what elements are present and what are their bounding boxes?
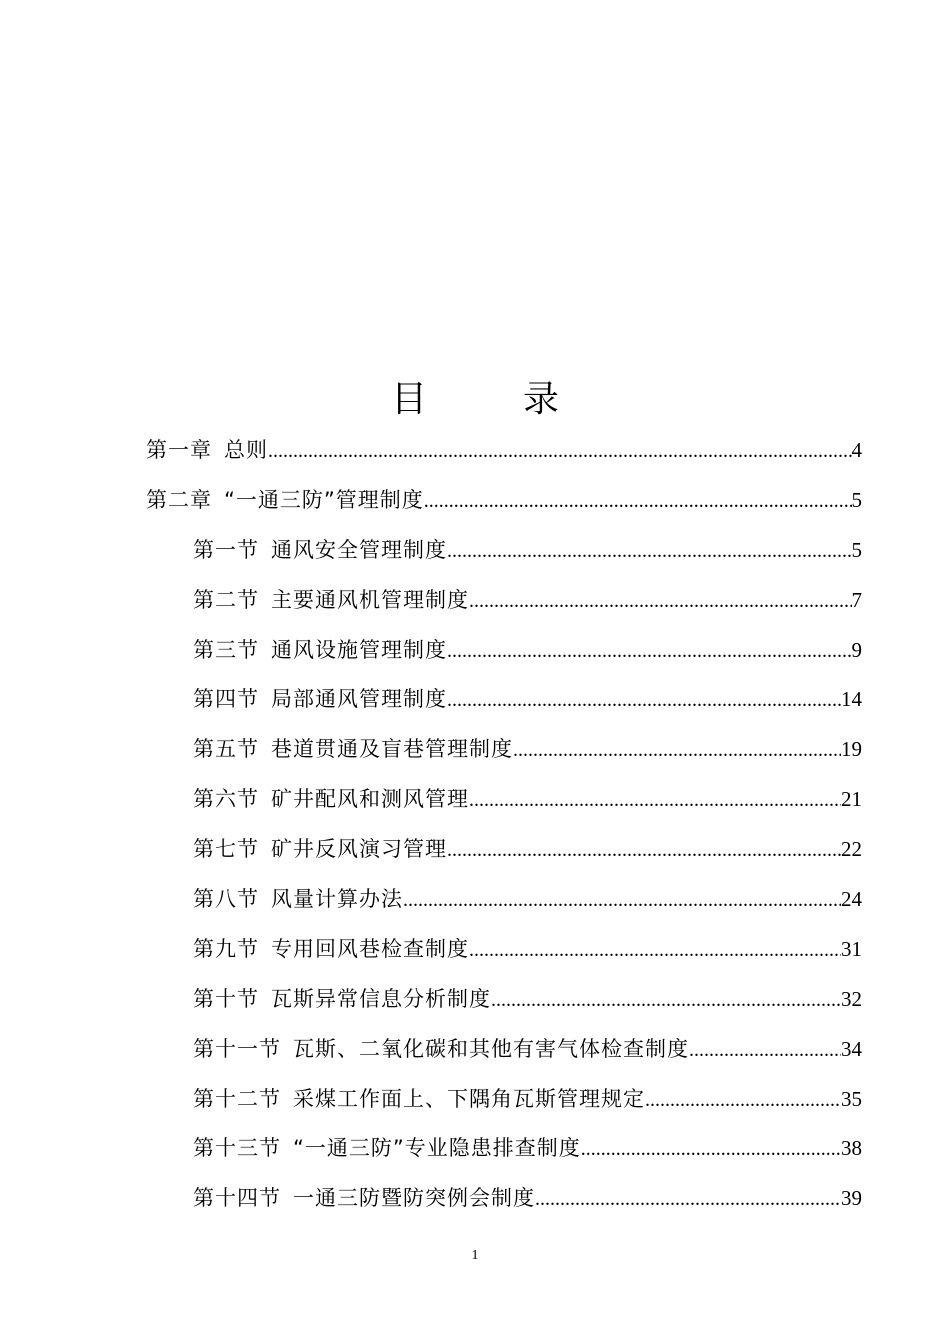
toc-entry-page: 24	[841, 887, 862, 911]
toc-entry[interactable]	[193, 585, 862, 615]
toc-entry[interactable]	[193, 1183, 862, 1213]
toc-entry-label: 第七节	[193, 837, 259, 861]
toc-dot-leader	[513, 735, 841, 765]
toc-entry-label: 第十四节	[193, 1186, 281, 1210]
toc-dot-leader	[469, 935, 841, 965]
toc-entry-label: 第一节	[193, 538, 259, 562]
toc-entry-page: 7	[851, 588, 862, 612]
toc-dot-leader	[447, 835, 841, 865]
toc-entry[interactable]	[193, 1133, 862, 1163]
toc-dot-leader	[645, 1085, 841, 1115]
toc-entry-page: 39	[841, 1186, 862, 1210]
toc-entry-label: 第十一节	[193, 1037, 281, 1061]
toc-entry[interactable]	[193, 1034, 862, 1064]
toc-dot-leader	[491, 985, 841, 1015]
toc-entry-title: 专用回风巷检查制度	[271, 937, 469, 961]
toc-entry-label: 第十二节	[193, 1087, 281, 1111]
toc-entry[interactable]	[193, 934, 862, 964]
toc-entry-page: 14	[841, 687, 862, 711]
toc-dot-leader	[689, 1035, 841, 1065]
toc-entry-page: 19	[841, 737, 862, 761]
toc-entry-title: 一通三防暨防突例会制度	[293, 1186, 535, 1210]
toc-entry-label: 第十三节	[193, 1136, 281, 1160]
toc-entry-page: 31	[841, 937, 862, 961]
toc-entry-label: 第二节	[193, 588, 259, 612]
page-title: 目录	[390, 379, 655, 420]
toc-entry[interactable]	[193, 1084, 862, 1114]
toc-entry-label: 第六节	[193, 787, 259, 811]
toc-entry[interactable]	[193, 834, 862, 864]
toc-entry-page: 4	[851, 438, 862, 462]
toc-entry-title: 矿井反风演习管理	[271, 837, 447, 861]
toc-entry-title: 局部通风管理制度	[271, 687, 447, 711]
toc-entry-label: 第八节	[193, 887, 259, 911]
toc-entry-title: 总则	[224, 438, 268, 462]
toc-entry-page: 9	[851, 638, 862, 662]
toc-dot-leader	[581, 1134, 841, 1164]
toc-entry-title: 通风安全管理制度	[271, 538, 447, 562]
toc-entry[interactable]	[193, 734, 862, 764]
toc-entry-title: “一通三防”管理制度	[224, 488, 424, 512]
toc-entry-title: 巷道贯通及盲巷管理制度	[271, 737, 513, 761]
toc-entry-page: 38	[841, 1136, 862, 1160]
toc-dot-leader	[535, 1184, 841, 1214]
toc-dot-leader	[424, 486, 852, 516]
toc-entry-label: 第九节	[193, 937, 259, 961]
toc-entry-label: 第二章	[146, 488, 212, 512]
toc-entry[interactable]	[146, 435, 862, 465]
toc-entry-title: 主要通风机管理制度	[271, 588, 469, 612]
toc-entry-page: 32	[841, 987, 862, 1011]
toc-entry-page: 5	[851, 538, 862, 562]
toc-entry-page: 22	[841, 837, 862, 861]
toc-entry[interactable]	[193, 535, 862, 565]
toc-entry-label: 第十节	[193, 987, 259, 1011]
toc-entry[interactable]	[146, 485, 862, 515]
toc-entry-title: “一通三防”专业隐患排查制度	[293, 1136, 581, 1160]
toc-entry-title: 通风设施管理制度	[271, 638, 447, 662]
toc-entry-title: 矿井配风和测风管理	[271, 787, 469, 811]
toc-entry-title: 瓦斯异常信息分析制度	[271, 987, 491, 1011]
toc-entry-label: 第五节	[193, 737, 259, 761]
toc-entry[interactable]	[193, 884, 862, 914]
toc-entry-title: 瓦斯、二氧化碳和其他有害气体检查制度	[293, 1037, 689, 1061]
toc-dot-leader	[469, 586, 852, 616]
toc-entry-page: 34	[841, 1037, 862, 1061]
page-number: 1	[471, 1248, 479, 1263]
toc-dot-leader	[447, 636, 852, 666]
toc-dot-leader	[447, 536, 852, 566]
toc-dot-leader	[403, 885, 841, 915]
toc-dot-leader	[469, 785, 841, 815]
toc-entry[interactable]	[193, 784, 862, 814]
toc-dot-leader	[447, 685, 841, 715]
toc-entry-label: 第一章	[146, 438, 212, 462]
toc-dot-leader	[268, 436, 852, 466]
toc-entry-title: 风量计算办法	[271, 887, 403, 911]
toc-entry[interactable]	[193, 984, 862, 1014]
toc-entry-label: 第四节	[193, 687, 259, 711]
toc-entry[interactable]	[193, 684, 862, 714]
toc-entry-page: 21	[841, 787, 862, 811]
toc-entry-label: 第三节	[193, 638, 259, 662]
toc-entry-page: 35	[841, 1087, 862, 1111]
toc-entry-title: 采煤工作面上、下隅角瓦斯管理规定	[293, 1087, 645, 1111]
toc-entry[interactable]	[193, 635, 862, 665]
toc-entry-page: 5	[851, 488, 862, 512]
